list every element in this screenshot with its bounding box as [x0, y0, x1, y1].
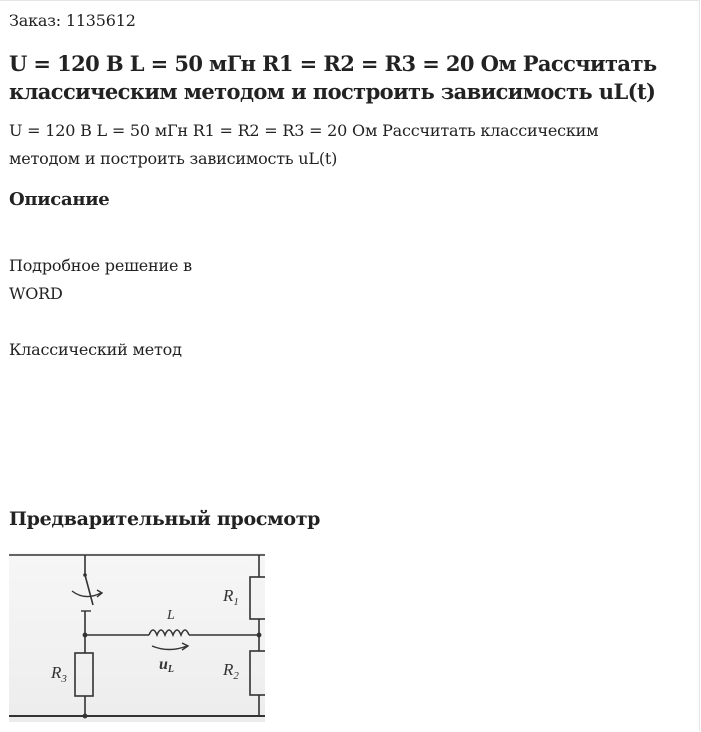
- label-r3: $R_3$: [51, 663, 67, 685]
- description-method: Классический метод: [9, 340, 182, 359]
- label-r1: $R_1$: [223, 586, 239, 608]
- resistor-r2: [250, 651, 265, 695]
- inductor-l: [149, 630, 189, 635]
- switch-arrow: [72, 591, 101, 597]
- switch: [85, 575, 93, 605]
- task-statement: U = 120 В L = 50 мГн R1 = R2 = R3 = 20 Ом Рассчитать классическим методом и построить зависимость uL(t): [9, 121, 599, 168]
- node-right: [257, 633, 262, 638]
- order-number: Заказ: 1135612: [9, 11, 136, 30]
- preview-image[interactable]: [9, 553, 265, 722]
- circuit-diagram: [9, 553, 265, 722]
- ul-arrow: [152, 646, 187, 650]
- preview-heading: Предварительный просмотр: [9, 508, 321, 530]
- label-ul: uL: [159, 656, 175, 675]
- resistor-r3: [75, 653, 93, 696]
- label-l: L: [167, 608, 175, 623]
- description-heading: Описание: [9, 189, 110, 210]
- page-title: U = 120 В L = 50 мГн R1 = R2 = R3 = 20 Ом Рассчитать классическим методом и построить зависимость uL(t): [9, 51, 657, 104]
- resistor-r1: [250, 577, 265, 619]
- description-text: Подробное решение в WORD: [9, 256, 192, 303]
- label-r2: $R_2$: [223, 660, 239, 682]
